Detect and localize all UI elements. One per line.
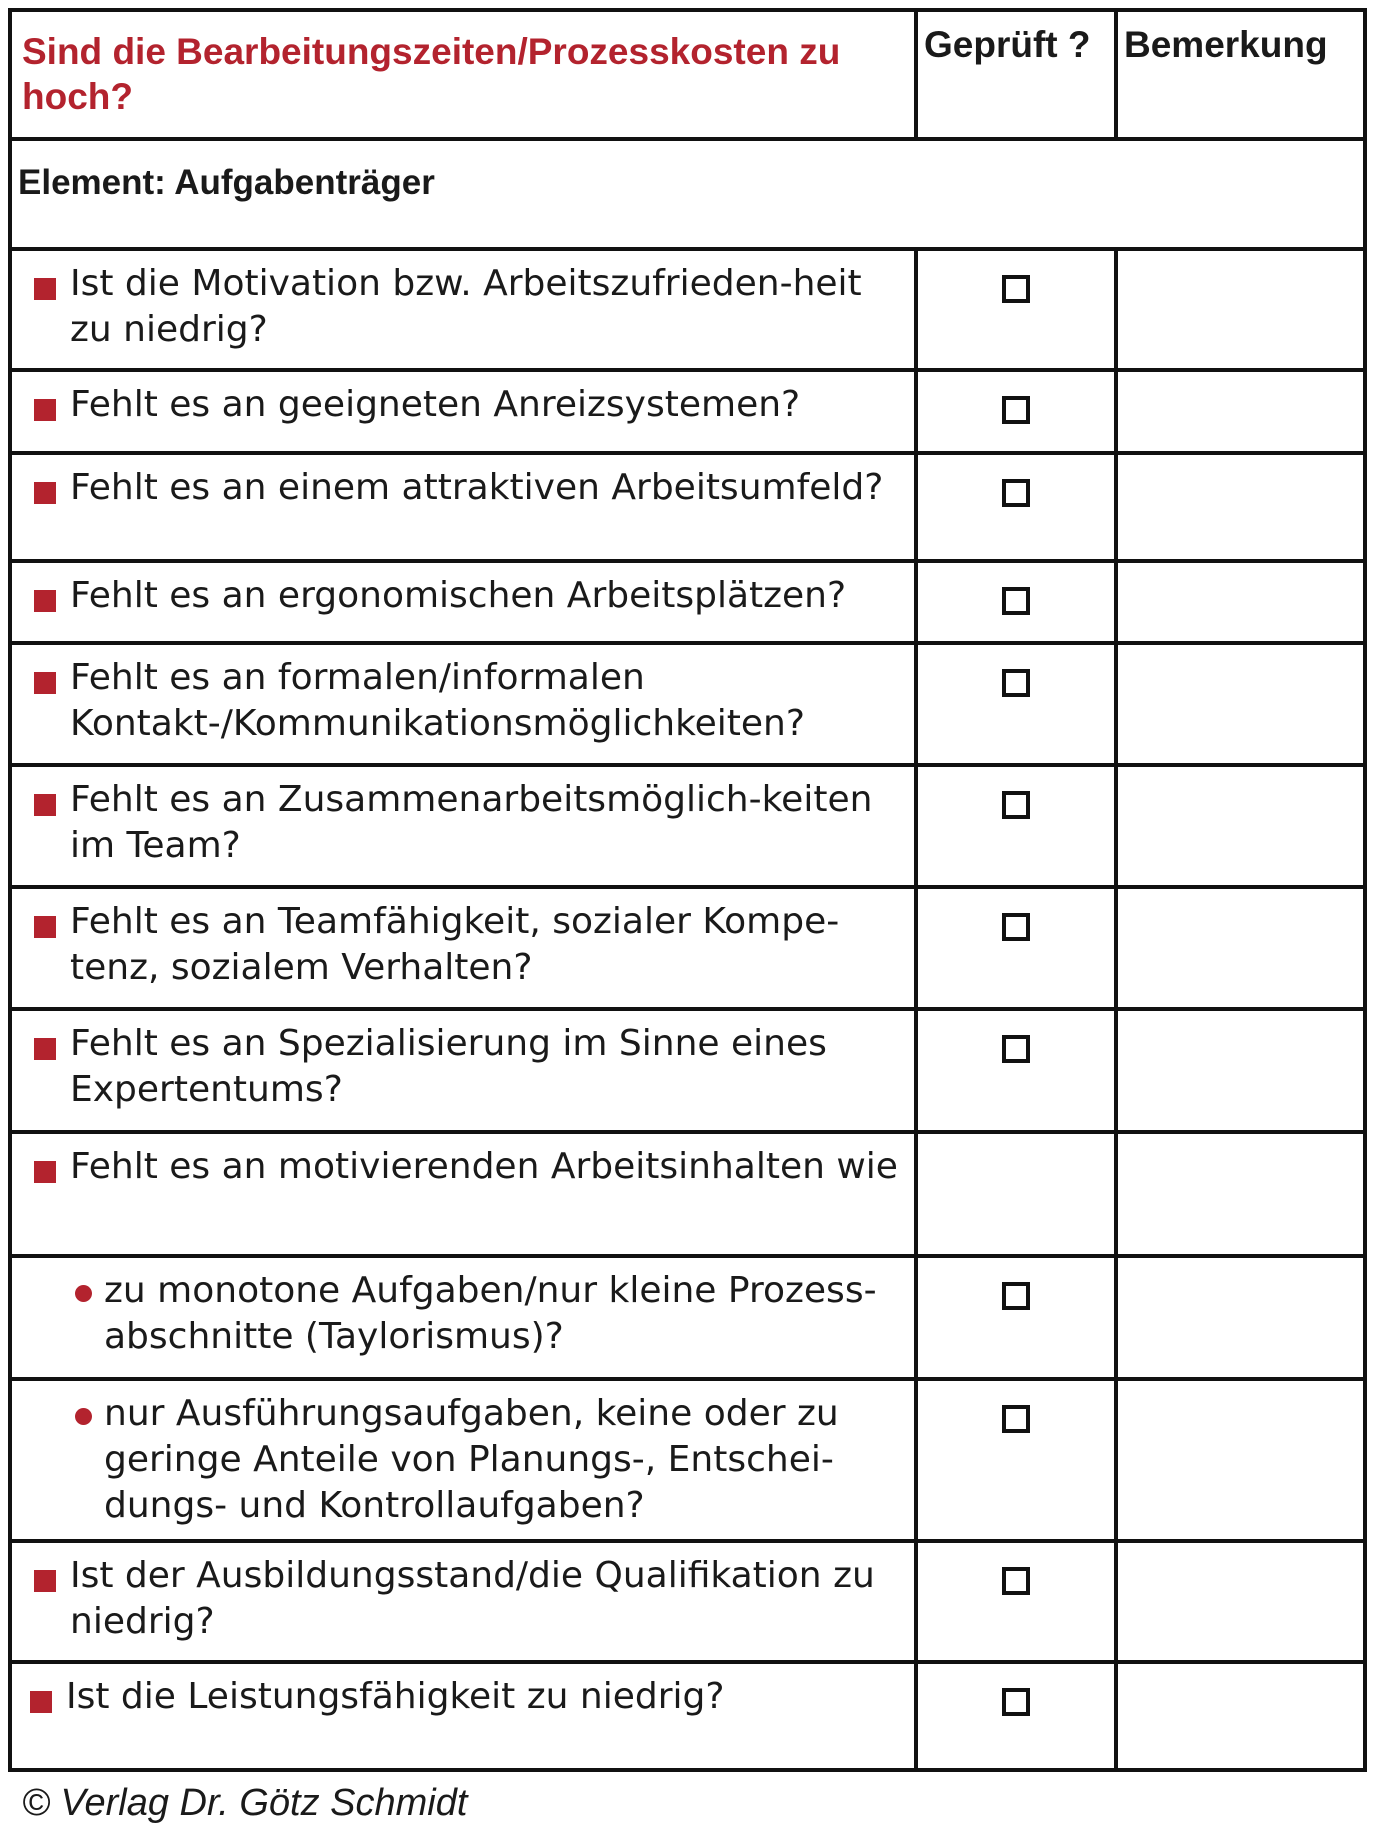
table-row — [10, 1662, 1365, 1770]
checklist-table — [8, 8, 1367, 1772]
table-row — [10, 1132, 1365, 1256]
remark-cell[interactable] — [1116, 1541, 1365, 1662]
square-bullet-icon — [34, 1161, 56, 1183]
checked-checkbox[interactable] — [1002, 1405, 1030, 1433]
square-bullet-icon — [34, 399, 56, 421]
question-text: Fehlt es an einem attraktiven Arbeitsumfeld? — [12, 455, 914, 511]
table-row — [10, 765, 1365, 887]
section-label: Element: Aufgabenträger — [18, 163, 435, 202]
remark-cell[interactable] — [1116, 1379, 1365, 1541]
remark-cell[interactable] — [1116, 1256, 1365, 1379]
section-cell — [10, 139, 1365, 249]
column-header-remark: Bemerkung — [1124, 24, 1328, 65]
remark-cell[interactable] — [1116, 1009, 1365, 1132]
square-bullet-icon — [34, 672, 56, 694]
question-text: Ist die Leistungsfähigkeit zu niedrig? — [12, 1664, 914, 1720]
remark-cell[interactable] — [1116, 1662, 1365, 1770]
remark-cell[interactable] — [1116, 765, 1365, 887]
question-text: Fehlt es an motivierenden Arbeitsinhalten wie — [12, 1134, 914, 1190]
question-text: Fehlt es an Teamfähigkeit, sozialer Kompe-tenz, sozialem Verhalten? — [12, 889, 914, 991]
table-row — [10, 1379, 1365, 1541]
question-text: Ist die Motivation bzw. Arbeitszufrieden-heit zu niedrig? — [12, 251, 914, 353]
question-text: Fehlt es an geeigneten Anreizsystemen? — [12, 372, 914, 428]
square-bullet-icon — [34, 590, 56, 612]
copyright-notice: © Verlag Dr. Götz Schmidt — [22, 1782, 468, 1824]
checked-checkbox[interactable] — [1002, 275, 1030, 303]
checked-checkbox[interactable] — [1002, 1567, 1030, 1595]
square-bullet-icon — [34, 794, 56, 816]
remark-cell[interactable] — [1116, 887, 1365, 1009]
question-text: Fehlt es an Zusammenarbeitsmöglich-keiten im Team? — [12, 767, 914, 869]
header-row — [10, 10, 1365, 139]
header-remark-cell — [1116, 10, 1365, 139]
square-bullet-icon — [30, 1691, 52, 1713]
table-row — [10, 887, 1365, 1009]
checked-checkbox[interactable] — [1002, 479, 1030, 507]
remark-cell[interactable] — [1116, 453, 1365, 561]
square-bullet-icon — [34, 916, 56, 938]
checked-checkbox[interactable] — [1002, 669, 1030, 697]
checklist-title: Sind die Bearbeitungszeiten/Prozesskosten zu hoch? — [22, 31, 841, 117]
remark-cell[interactable] — [1116, 1132, 1365, 1256]
table-row — [10, 453, 1365, 561]
table-row — [10, 1541, 1365, 1662]
checked-checkbox[interactable] — [1002, 1035, 1030, 1063]
question-text: Fehlt es an ergonomischen Arbeitsplätzen? — [12, 563, 914, 619]
sub-question-text: zu monotone Aufgaben/nur kleine Prozess-abschnitte (Taylorismus)? — [12, 1258, 914, 1360]
checked-checkbox[interactable] — [1002, 396, 1030, 424]
table-row — [10, 1256, 1365, 1379]
checked-checkbox[interactable] — [1002, 913, 1030, 941]
remark-cell[interactable] — [1116, 561, 1365, 643]
remark-cell[interactable] — [1116, 370, 1365, 453]
column-header-checked: Geprüft ? — [924, 24, 1091, 65]
sub-question-text: nur Ausführungsaufgaben, keine oder zu geringe Anteile von Planungs-, Entschei-dungs- und Kontrollaufgaben? — [12, 1381, 914, 1529]
checked-checkbox[interactable] — [1002, 791, 1030, 819]
header-checked-cell — [916, 10, 1116, 139]
remark-cell[interactable] — [1116, 643, 1365, 765]
square-bullet-icon — [34, 278, 56, 300]
table-row — [10, 370, 1365, 453]
table-row — [10, 561, 1365, 643]
round-bullet-icon — [75, 1408, 92, 1425]
remark-cell[interactable] — [1116, 249, 1365, 370]
square-bullet-icon — [34, 482, 56, 504]
table-row — [10, 249, 1365, 370]
checked-checkbox[interactable] — [1002, 1282, 1030, 1310]
section-row — [10, 139, 1365, 249]
square-bullet-icon — [34, 1038, 56, 1060]
question-text: Ist der Ausbildungsstand/die Qualifikation zu niedrig? — [12, 1543, 914, 1645]
table-row — [10, 1009, 1365, 1132]
square-bullet-icon — [34, 1570, 56, 1592]
question-text: Fehlt es an formalen/informalen Kontakt-/Kommunikationsmöglichkeiten? — [12, 645, 914, 747]
round-bullet-icon — [75, 1285, 92, 1302]
header-title-cell — [10, 10, 916, 139]
checked-checkbox[interactable] — [1002, 587, 1030, 615]
table-row — [10, 643, 1365, 765]
question-text: Fehlt es an Spezialisierung im Sinne eines Expertentums? — [12, 1011, 914, 1113]
checked-checkbox[interactable] — [1002, 1688, 1030, 1716]
